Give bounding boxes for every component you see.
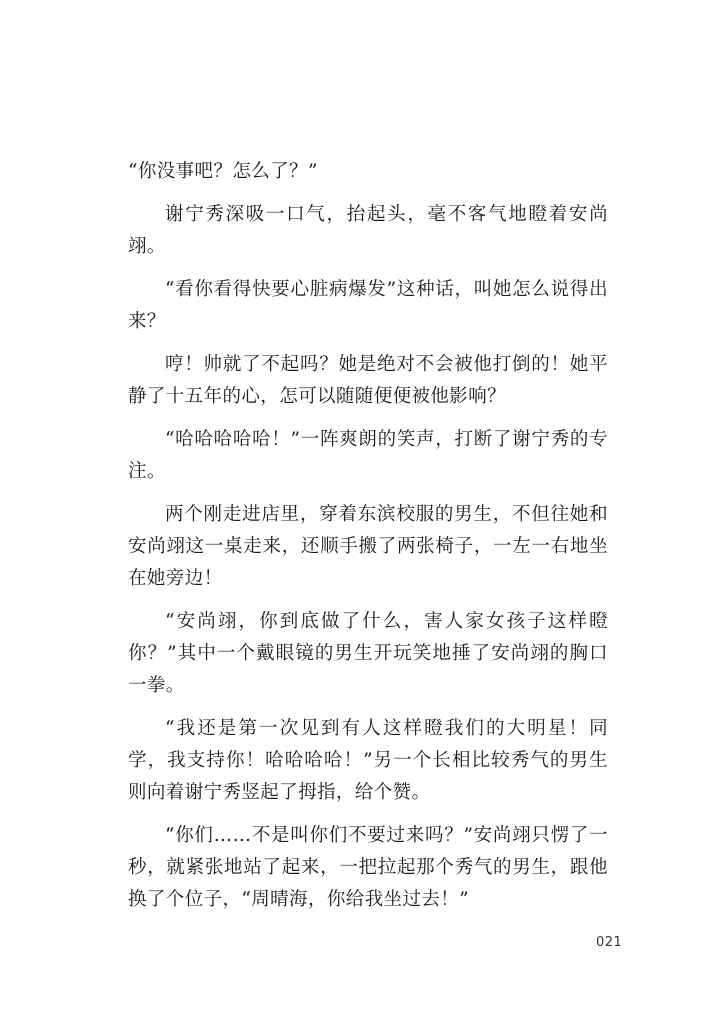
paragraph-2: 谢宁秀深吸一口气，抬起头，毫不客气地瞪着安尚翊。 bbox=[128, 204, 608, 257]
paragraph-7: “安尚翊，你到底做了什么，害人家女孩子这样瞪你？”其中一个戴眼镜的男生开玩笑地捶了安尚翊的胸口一拳。 bbox=[128, 611, 608, 696]
paragraph-1: “你没事吧？怎么了？” bbox=[128, 161, 318, 182]
paragraph-6: 两个刚走进店里，穿着东滨校服的男生，不但往她和安尚翊这一桌走来，还顺手搬了两张椅子，一左一右地坐在她旁边！ bbox=[128, 504, 608, 589]
page-number: 021 bbox=[596, 935, 623, 950]
paragraph-9: “你们……不是叫你们不要过来吗？”安尚翊只愣了一秒，就紧张地站了起来，一把拉起那个秀气的男生，跟他换了个位子，“周晴海，你给我坐过去！” bbox=[128, 825, 608, 910]
paragraph-3: “看你看得快要心脏病爆发”这种话，叫她怎么说得出来？ bbox=[128, 279, 608, 332]
paragraph-4: 哼！帅就了不起吗？她是绝对不会被他打倒的！她平静了十五年的心，怎可以随随便便被他影响？ bbox=[128, 354, 608, 407]
paragraph-5: “哈哈哈哈哈！”一阵爽朗的笑声，打断了谢宁秀的专注。 bbox=[128, 429, 608, 482]
paragraph-8: “我还是第一次见到有人这样瞪我们的大明星！同学，我支持你！哈哈哈哈！”另一个长相比较秀气的男生则向着谢宁秀竖起了拇指，给个赞。 bbox=[128, 718, 608, 803]
body-text bbox=[128, 156, 608, 927]
